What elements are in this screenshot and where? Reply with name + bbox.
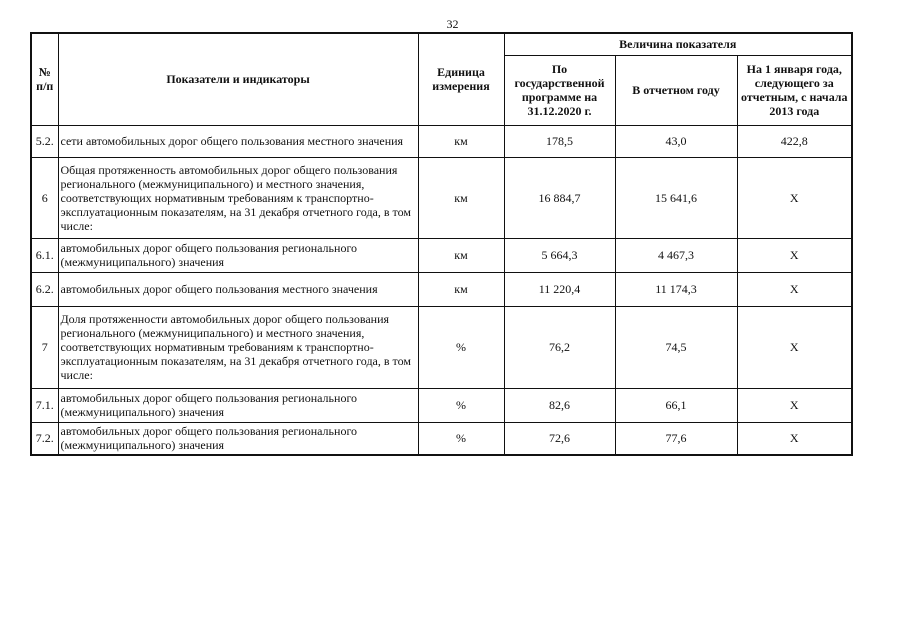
row-program: 16 884,7 [504, 157, 615, 238]
row-num: 7.1. [31, 388, 58, 422]
row-unit: км [418, 157, 504, 238]
header-unit: Единица измерения [418, 33, 504, 125]
header-value-group: Величина показателя [504, 33, 852, 55]
row-program: 11 220,4 [504, 272, 615, 306]
row-report: 15 641,6 [615, 157, 737, 238]
table-row [31, 306, 852, 388]
table-row [31, 388, 852, 422]
header-indicator: Показатели и индикаторы [58, 33, 418, 125]
row-unit: % [418, 422, 504, 455]
row-report: 4 467,3 [615, 238, 737, 272]
table-body [31, 125, 852, 455]
table-row [31, 272, 852, 306]
row-name: сети автомобильных дорог общего пользования местного значения [58, 125, 418, 157]
row-program: 76,2 [504, 306, 615, 388]
row-report: 43,0 [615, 125, 737, 157]
row-num: 6.1. [31, 238, 58, 272]
indicators-table [30, 32, 853, 456]
row-unit: км [418, 125, 504, 157]
table-row [31, 125, 852, 157]
row-unit: км [418, 272, 504, 306]
row-since: Х [737, 388, 852, 422]
row-name: автомобильных дорог общего пользования регионального (межмуниципального) значения [58, 238, 418, 272]
row-report: 11 174,3 [615, 272, 737, 306]
row-name: автомобильных дорог общего пользования регионального (межмуниципального) значения [58, 422, 418, 455]
row-num: 6.2. [31, 272, 58, 306]
row-since: 422,8 [737, 125, 852, 157]
row-since: Х [737, 306, 852, 388]
row-name: Доля протяженности автомобильных дорог общего пользования регионального (межмуниципального) и местного значения, соответствующих нормативным требованиям к транспортно-эксплуатационным показателям, на 31 декабря отчетного года, в том числе: [58, 306, 418, 388]
table-row [31, 422, 852, 455]
header-program: По государственной программе на 31.12.2020 г. [504, 55, 615, 125]
row-program: 178,5 [504, 125, 615, 157]
row-since: Х [737, 157, 852, 238]
row-report: 66,1 [615, 388, 737, 422]
header-report-year: В отчетном году [615, 55, 737, 125]
row-name: автомобильных дорог общего пользования местного значения [58, 272, 418, 306]
row-num: 5.2. [31, 125, 58, 157]
row-unit: % [418, 388, 504, 422]
row-since: Х [737, 422, 852, 455]
row-unit: км [418, 238, 504, 272]
row-report: 74,5 [615, 306, 737, 388]
row-unit: % [418, 306, 504, 388]
row-name: автомобильных дорог общего пользования регионального (межмуниципального) значения [58, 388, 418, 422]
row-program: 72,6 [504, 422, 615, 455]
row-program: 5 664,3 [504, 238, 615, 272]
table-row [31, 238, 852, 272]
row-since: Х [737, 272, 852, 306]
table-row [31, 157, 852, 238]
page-number: 32 [446, 17, 459, 31]
row-num: 7 [31, 306, 58, 388]
header-since-2013: На 1 января года, следующего за отчетным, с начала 2013 года [737, 55, 852, 125]
row-since: Х [737, 238, 852, 272]
row-num: 6 [31, 157, 58, 238]
row-num: 7.2. [31, 422, 58, 455]
row-report: 77,6 [615, 422, 737, 455]
row-name: Общая протяженность автомобильных дорог общего пользования регионального (межмуниципального) и местного значения, соответствующих нормативным требованиям к транспортно-эксплуатационным показателям, на 31 декабря отчетного года, в том числе: [58, 157, 418, 238]
header-num: № п/п [31, 33, 58, 125]
table-header [31, 33, 852, 125]
row-program: 82,6 [504, 388, 615, 422]
